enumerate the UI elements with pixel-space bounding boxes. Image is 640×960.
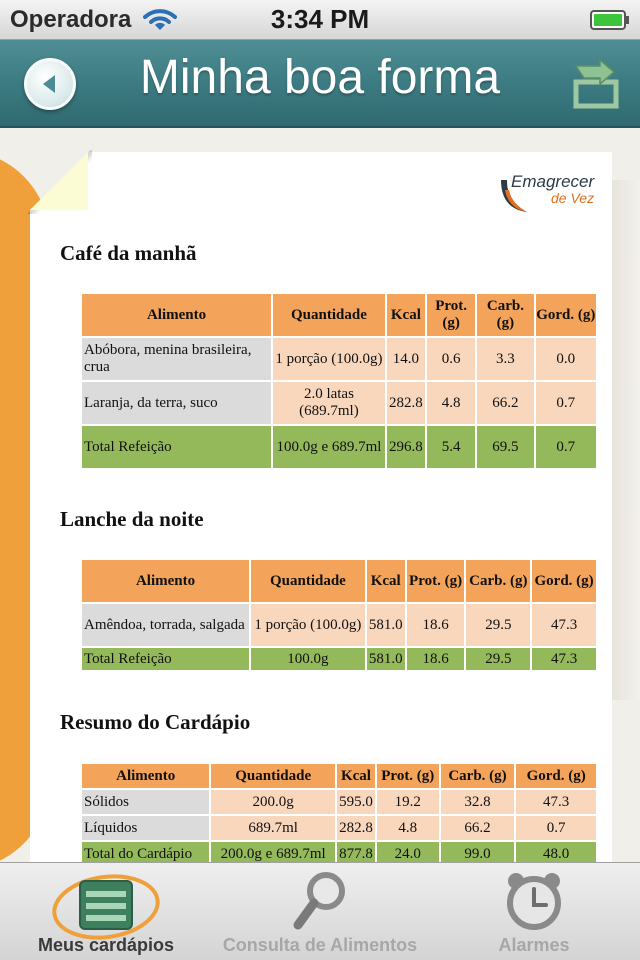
column-header-carbs: Carb. (g) bbox=[476, 293, 534, 337]
total-carbs: 69.5 bbox=[476, 425, 534, 469]
total-carbs: 99.0 bbox=[440, 841, 516, 867]
export-icon[interactable] bbox=[570, 58, 626, 112]
logo-text: Emagrecer bbox=[511, 172, 595, 191]
table-header-row bbox=[81, 559, 597, 603]
total-quantity: 100.0g e 689.7ml bbox=[272, 425, 386, 469]
column-header-quantity: Quantidade bbox=[210, 763, 336, 789]
food-fat: 0.7 bbox=[535, 381, 597, 425]
food-protein: 18.6 bbox=[406, 603, 466, 647]
total-kcal: 296.8 bbox=[386, 425, 426, 469]
tab-label: Meus cardápios bbox=[37, 935, 175, 955]
total-label: Total do Cardápio bbox=[81, 841, 210, 867]
column-header-protein: Prot. (g) bbox=[426, 293, 476, 337]
tab-label: Consulta de Alimentos bbox=[222, 935, 418, 955]
nav-bar bbox=[0, 40, 640, 128]
summary-title: Resumo do Cardápio bbox=[60, 710, 251, 734]
summary-kcal: 595.0 bbox=[336, 789, 376, 815]
column-header-fat: Gord. (g) bbox=[531, 559, 597, 603]
table-row bbox=[81, 603, 597, 647]
column-header-protein: Prot. (g) bbox=[406, 559, 466, 603]
food-name: Laranja, da terra, suco bbox=[81, 381, 272, 425]
table-header-row bbox=[81, 763, 597, 789]
total-row bbox=[81, 647, 597, 671]
column-header-kcal: Kcal bbox=[336, 763, 376, 789]
magnifier-icon bbox=[290, 869, 350, 933]
total-protein: 24.0 bbox=[376, 841, 440, 867]
food-carbs: 3.3 bbox=[476, 337, 534, 381]
food-protein: 4.8 bbox=[426, 381, 476, 425]
tab-label: Alarmes bbox=[498, 935, 570, 955]
meal-title: Café da manhã bbox=[60, 241, 197, 265]
total-row bbox=[81, 425, 597, 469]
tab-bar bbox=[0, 862, 640, 960]
column-header-carbs: Carb. (g) bbox=[465, 559, 531, 603]
summary-food: Líquidos bbox=[81, 815, 210, 841]
column-header-protein: Prot. (g) bbox=[376, 763, 440, 789]
column-header-food: Alimento bbox=[81, 293, 272, 337]
table-row bbox=[81, 337, 597, 381]
tab-consulta-alimentos[interactable] bbox=[212, 863, 428, 960]
food-fat: 0.0 bbox=[535, 337, 597, 381]
page-fold bbox=[30, 152, 88, 210]
summary-fat: 47.3 bbox=[515, 789, 597, 815]
column-header-food: Alimento bbox=[81, 763, 210, 789]
summary-quantity: 200.0g bbox=[210, 789, 336, 815]
wifi-icon bbox=[143, 8, 177, 32]
meal-table bbox=[80, 558, 598, 672]
tab-alarmes[interactable] bbox=[428, 863, 640, 960]
food-kcal: 581.0 bbox=[366, 603, 406, 647]
column-header-fat: Gord. (g) bbox=[535, 293, 597, 337]
total-kcal: 877.8 bbox=[336, 841, 376, 867]
summary-fat: 0.7 bbox=[515, 815, 597, 841]
summary-carbs: 32.8 bbox=[440, 789, 516, 815]
food-carbs: 66.2 bbox=[476, 381, 534, 425]
table-row bbox=[81, 815, 597, 841]
summary-food: Sólidos bbox=[81, 789, 210, 815]
column-header-food: Alimento bbox=[81, 559, 250, 603]
total-fat: 0.7 bbox=[535, 425, 597, 469]
summary-carbs: 66.2 bbox=[440, 815, 516, 841]
summary-kcal: 282.8 bbox=[336, 815, 376, 841]
status-time: 3:34 PM bbox=[270, 4, 370, 34]
food-name: Amêndoa, torrada, salgada bbox=[81, 603, 250, 647]
total-carbs: 29.5 bbox=[465, 647, 531, 671]
tab-meus-cardapios[interactable] bbox=[0, 863, 212, 960]
alarm-clock-icon bbox=[502, 869, 566, 933]
summary-protein: 19.2 bbox=[376, 789, 440, 815]
column-header-quantity: Quantidade bbox=[272, 293, 386, 337]
total-quantity: 200.0g e 689.7ml bbox=[210, 841, 336, 867]
column-header-kcal: Kcal bbox=[386, 293, 426, 337]
brand-logo bbox=[499, 170, 603, 218]
column-header-carbs: Carb. (g) bbox=[440, 763, 516, 789]
total-fat: 47.3 bbox=[531, 647, 597, 671]
total-quantity: 100.0g bbox=[250, 647, 366, 671]
carrier-name: Operadora bbox=[10, 5, 132, 33]
summary-table bbox=[80, 762, 598, 868]
table-row bbox=[81, 381, 597, 425]
total-protein: 5.4 bbox=[426, 425, 476, 469]
summary-protein: 4.8 bbox=[376, 815, 440, 841]
total-kcal: 581.0 bbox=[366, 647, 406, 671]
meal-table bbox=[80, 292, 598, 470]
summary-quantity: 689.7ml bbox=[210, 815, 336, 841]
column-header-quantity: Quantidade bbox=[250, 559, 366, 603]
food-quantity: 2.0 latas (689.7ml) bbox=[272, 381, 386, 425]
table-row bbox=[81, 789, 597, 815]
food-quantity: 1 porção (100.0g) bbox=[250, 603, 366, 647]
status-bar bbox=[0, 0, 640, 40]
menu-card-icon bbox=[50, 869, 162, 941]
meal-title: Lanche da noite bbox=[60, 507, 204, 531]
page-title: Minha boa forma bbox=[139, 51, 501, 104]
food-kcal: 282.8 bbox=[386, 381, 426, 425]
food-carbs: 29.5 bbox=[465, 603, 531, 647]
total-label: Total Refeição bbox=[81, 647, 250, 671]
food-protein: 0.6 bbox=[426, 337, 476, 381]
food-kcal: 14.0 bbox=[386, 337, 426, 381]
table-header-row bbox=[81, 293, 597, 337]
battery-icon bbox=[590, 10, 630, 30]
food-quantity: 1 porção (100.0g) bbox=[272, 337, 386, 381]
food-name: Abóbora, menina brasileira, crua bbox=[81, 337, 272, 381]
total-protein: 18.6 bbox=[406, 647, 466, 671]
food-fat: 47.3 bbox=[531, 603, 597, 647]
logo-subtext: de Vez bbox=[551, 190, 595, 206]
total-label: Total Refeição bbox=[81, 425, 272, 469]
total-fat: 48.0 bbox=[515, 841, 597, 867]
background-panel bbox=[610, 180, 640, 700]
column-header-fat: Gord. (g) bbox=[515, 763, 597, 789]
column-header-kcal: Kcal bbox=[366, 559, 406, 603]
